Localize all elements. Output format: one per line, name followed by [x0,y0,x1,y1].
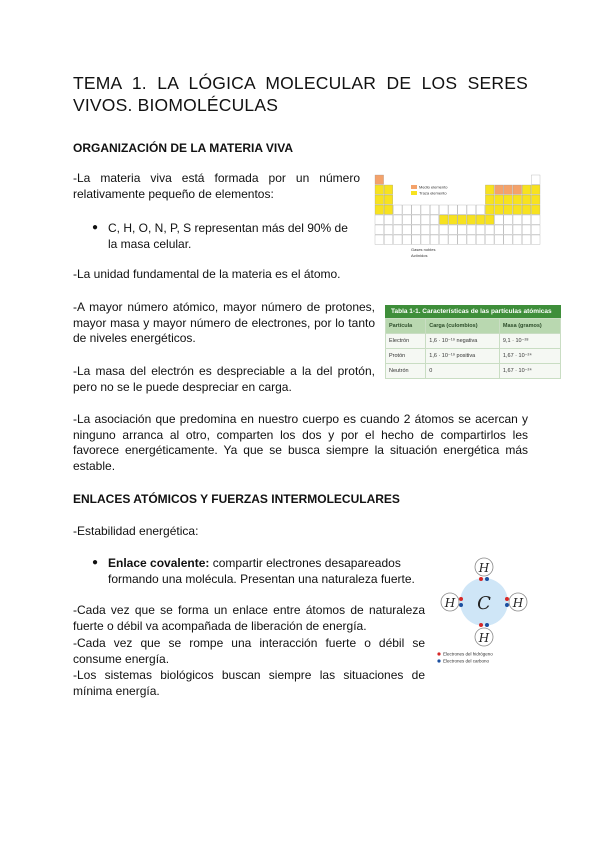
title-line-2: VIVOS. BIOMOLÉCULAS [73,95,279,115]
element-cell [513,185,522,194]
table-row [386,334,561,349]
element-cell [430,205,439,214]
element-cell [476,215,485,224]
table-cell: Neutrón [386,364,426,379]
table-cell: 1,67 · 10⁻²⁴ [499,364,560,379]
table-row [386,364,561,379]
element-cell [522,215,531,224]
element-cell [513,225,522,234]
element-cell [412,205,421,214]
element-cell [421,215,430,224]
element-cell [476,225,485,234]
electron-h [479,577,483,581]
bullet-icon: ● [92,557,99,568]
element-cell [495,235,504,244]
bullet-text: compartir electrones desapareados formando una molécula. Presentan una naturaleza fuerte. [108,556,415,586]
element-cell [439,225,448,234]
element-cell [412,225,421,234]
paragraph: -Cada vez que se rompe una interacción fuerte o débil se consume energía. [73,636,425,666]
element-cell [375,175,384,184]
element-cell [531,215,540,224]
element-cell [384,195,393,204]
section-heading-enlaces: ENLACES ATÓMICOS Y FUERZAS INTERMOLECULARES [73,492,400,506]
element-cell [412,235,421,244]
legend-text: Electrones del carbono [443,658,490,664]
element-cell [393,215,402,224]
electron-h [459,597,463,601]
element-cell [439,215,448,224]
element-cell [522,195,531,204]
element-cell [476,235,485,244]
paragraph: -La unidad fundamental de la materia es el átomo. [73,267,341,281]
paragraph: -La asociación que predomina en nuestro cuerpo es cuando 2 átomos se acercan y ninguno arranca al otro, comparten los dos y por el hecho de compartirlos les favorece energéticamente. Ya que se busca siempre la situación energética más estable. [73,412,528,473]
page-title [73,72,528,116]
periodic-table-image [373,173,541,265]
electron-c [485,577,489,581]
element-cell [403,215,412,224]
element-cell [531,225,540,234]
element-cell [449,205,458,214]
element-cell [485,235,494,244]
section-heading-organizacion: ORGANIZACIÓN DE LA MATERIA VIVA [73,141,293,155]
paragraph: -Estabilidad energética: [73,524,199,538]
element-cell [403,235,412,244]
bullet-elements: C, H, O, N, P, S representan más del 90% de la masa celular. [108,221,348,251]
element-cell [403,205,412,214]
element-cell [458,205,467,214]
element-cell [485,185,494,194]
table-cell: 1,6 · 10⁻¹⁹ negativa [426,334,500,349]
element-cell [384,205,393,214]
element-cell [393,235,402,244]
hydrogen-label: H [444,596,456,610]
electron-h [505,597,509,601]
element-cell [513,215,522,224]
element-cell [495,195,504,204]
table-cell: 1,6 · 10⁻¹⁹ positiva [426,349,500,364]
element-cell [522,185,531,194]
element-cell [421,205,430,214]
element-cell [504,185,513,194]
element-cell [531,195,540,204]
element-cell [375,195,384,204]
element-cell [504,205,513,214]
element-cell [375,205,384,214]
element-cell [421,225,430,234]
legend-text: Electrones del hidrógeno [443,651,493,657]
element-cell [531,235,540,244]
element-cell [449,225,458,234]
title-line-1: TEMA 1. LA LÓGICA MOLECULAR DE LOS SERES [73,73,528,93]
table-cell: Electrón [386,334,426,349]
electron-h [479,623,483,627]
paragraph: -A mayor número atómico, mayor número de protones, mayor masa y mayor número de electrones, por lo tanto de niveles energéticos. [73,300,375,345]
element-cell [393,225,402,234]
legend-text: Gases nobles [411,247,436,252]
legend-electron-h [437,652,440,655]
element-cell [467,205,476,214]
element-cell [458,215,467,224]
table-cell: 9,1 · 10⁻²⁸ [499,334,560,349]
element-cell [384,185,393,194]
element-cell [421,235,430,244]
paragraph: -La materia viva está formada por un número relativamente pequeño de elementos: [73,171,360,201]
carbon-label: C [477,593,491,614]
table-header: Masa (gramos) [499,319,560,334]
element-cell [393,205,402,214]
hydrogen-label: H [478,631,490,645]
element-cell [531,185,540,194]
bullet-icon: ● [92,222,99,233]
table-cell: Protón [386,349,426,364]
paragraph: -Los sistemas biológicos buscan siempre las situaciones de mínima energía. [73,668,425,698]
element-cell [375,225,384,234]
electron-c [459,603,463,607]
element-cell [430,225,439,234]
element-cell [449,215,458,224]
table-header: Partícula [386,319,426,334]
element-cell [522,205,531,214]
element-cell [485,205,494,214]
bullet-bold-label: Enlace covalente: [108,556,210,570]
element-cell [439,205,448,214]
element-cell [412,215,421,224]
table-caption: Tabla 1-1. Características de las partículas atómicas [385,305,561,318]
element-cell [384,215,393,224]
paragraph: -Cada vez que se forma un enlace entre átomos de naturaleza fuerte o débil va acompañada de liberación de energía. [73,603,425,633]
element-cell [513,195,522,204]
element-cell [504,235,513,244]
element-cell [375,185,384,194]
legend-text: Actínidos [411,253,428,258]
element-cell [504,225,513,234]
table-header: Carga (culombios) [426,319,500,334]
element-cell [430,215,439,224]
element-cell [504,215,513,224]
table-cell: 1,67 · 10⁻²⁴ [499,349,560,364]
particles-table [385,305,561,379]
element-cell [467,215,476,224]
electron-c [485,623,489,627]
element-cell [495,185,504,194]
legend-text: Traza elemento [419,190,447,196]
legend-electron-c [437,659,440,662]
table-cell: 0 [426,364,500,379]
element-cell [495,205,504,214]
element-cell [485,195,494,204]
element-cell [504,195,513,204]
bullet-covalent [108,555,420,587]
element-cell [495,215,504,224]
element-cell [531,205,540,214]
element-cell [485,215,494,224]
methane-diagram [430,550,530,670]
element-cell [384,225,393,234]
element-cell [476,205,485,214]
hydrogen-label: H [512,596,524,610]
element-cell [375,215,384,224]
element-cell [439,235,448,244]
element-cell [531,175,540,184]
table-row [386,349,561,364]
element-cell [449,235,458,244]
element-cell [467,235,476,244]
element-cell [513,205,522,214]
table-header-row [386,319,561,334]
legend-text: Medio elemento [419,184,448,190]
hydrogen-label: H [478,561,490,575]
element-cell [384,235,393,244]
element-cell [467,225,476,234]
element-cell [495,225,504,234]
element-cell [375,235,384,244]
paragraph: -La masa del electrón es despreciable a la del protón, pero no se le puede despreciar en carga. [73,364,375,394]
element-cell [522,235,531,244]
element-cell [458,225,467,234]
element-cell [403,225,412,234]
element-cell [513,235,522,244]
element-cell [430,235,439,244]
element-cell [458,235,467,244]
element-cell [485,225,494,234]
electron-c [505,603,509,607]
element-cell [522,225,531,234]
